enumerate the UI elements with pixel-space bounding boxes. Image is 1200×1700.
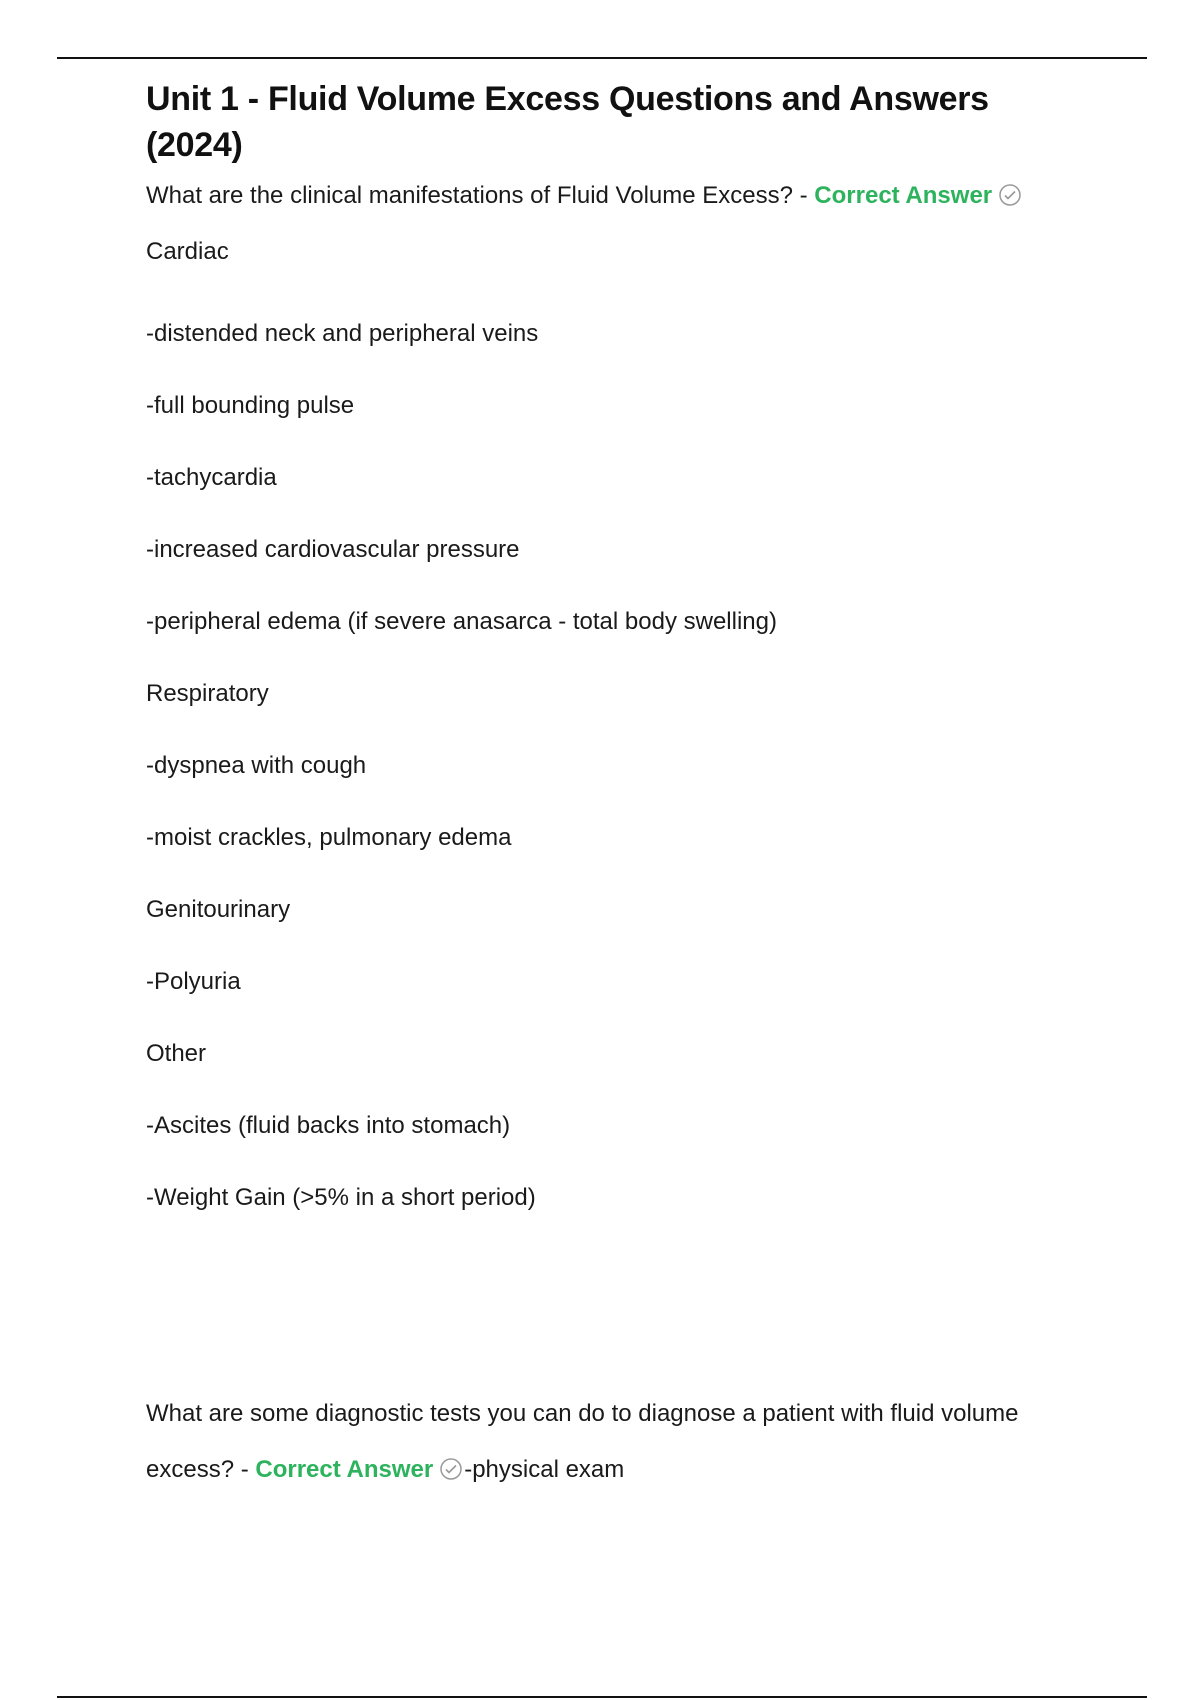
correct-answer-label: Correct Answer [255, 1456, 434, 1483]
list-item: -moist crackles, pulmonary edema [146, 824, 512, 851]
document-title: Unit 1 - Fluid Volume Excess Questions and Answers (2024) [146, 80, 989, 164]
question-text: What are the clinical manifestations of Fluid Volume Excess? - [146, 182, 815, 209]
list-item: Respiratory [146, 680, 269, 707]
list-item: Genitourinary [146, 896, 291, 923]
answer-text: -physical exam [464, 1456, 625, 1483]
list-item: -peripheral edema (if severe anasarca - total body swelling) [146, 608, 777, 635]
question-text: What are some diagnostic tests you can do to diagnose a patient with fluid volume excess? - [146, 1400, 1019, 1483]
top-rule [57, 57, 1147, 59]
question-1 [146, 168, 1066, 280]
document-body [146, 76, 1066, 1498]
list-item: Other [146, 1040, 207, 1067]
answer-list [146, 298, 1066, 1234]
question-2 [146, 1386, 1066, 1498]
list-item: -Polyuria [146, 968, 241, 995]
list-item: -full bounding pulse [146, 392, 355, 419]
answer-text: Cardiac [146, 238, 229, 265]
list-item: -dyspnea with cough [146, 752, 367, 779]
check-circle-icon [439, 1457, 463, 1481]
bottom-rule [57, 1696, 1147, 1698]
correct-answer-label: Correct Answer [814, 182, 993, 209]
list-item: -Ascites (fluid backs into stomach) [146, 1112, 511, 1139]
list-item: -Weight Gain (>5% in a short period) [146, 1184, 536, 1211]
list-item: -distended neck and peripheral veins [146, 320, 539, 347]
list-item: -tachycardia [146, 464, 277, 491]
check-circle-icon [998, 183, 1022, 207]
list-item: -increased cardiovascular pressure [146, 536, 520, 563]
